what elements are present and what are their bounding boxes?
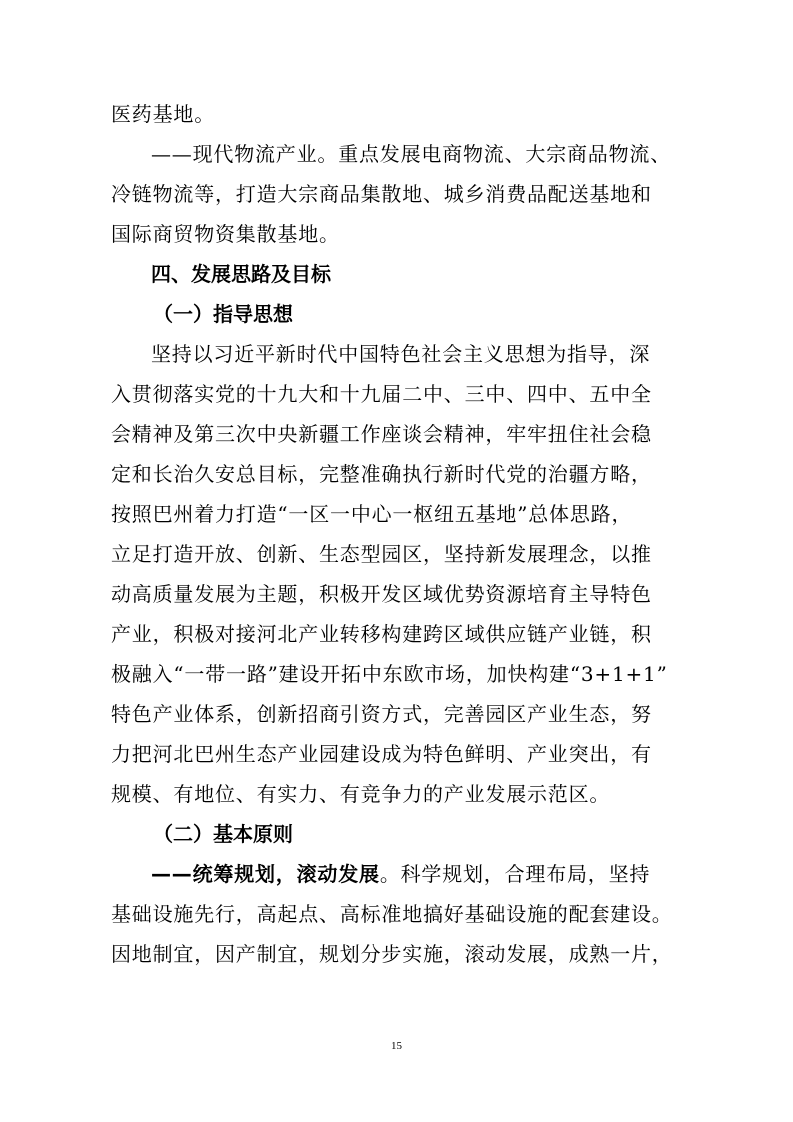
paragraph-line: 坚持以习近平新时代中国特色社会主义思想为指导，深 bbox=[151, 342, 651, 366]
paragraph-line: 规模、有地位、有实力、有竞争力的产业发展示范区。 bbox=[111, 782, 611, 806]
paragraph-line: 会精神及第三次中央新疆工作座谈会精神，牢牢扭住社会稳 bbox=[111, 422, 652, 446]
document-body bbox=[111, 94, 686, 974]
principle-title: ——统筹规划，滚动发展 bbox=[151, 862, 380, 886]
paragraph-line: 产业，积极对接河北产业转移构建跨区域供应链产业链，积 bbox=[111, 622, 652, 646]
paragraph-line: 动高质量发展为主题，积极开发区域优势资源培育主导特色 bbox=[111, 582, 652, 606]
paragraph-line: 冷链物流等，打造大宗商品集散地、城乡消费品配送基地和 bbox=[111, 182, 652, 206]
paragraph-line: 医药基地。 bbox=[111, 102, 215, 126]
principle-text: 。科学规划，合理布局，坚持 bbox=[379, 862, 651, 886]
paragraph-line: 入贯彻落实党的十九大和十九届二中、三中、四中、五中全 bbox=[111, 382, 652, 406]
paragraph-line: 基础设施先行，高起点、高标准地搞好基础设施的配套建设。 bbox=[111, 902, 673, 926]
paragraph-line: 立足打造开放、创新、生态型园区，坚持新发展理念，以推 bbox=[111, 542, 652, 566]
paragraph-line: 特色产业体系，创新招商引资方式，完善园区产业生态，努 bbox=[111, 702, 652, 726]
paragraph-line: 极融入“一带一路”建设开拓中东欧市场，加快构建“3+1+1” bbox=[111, 662, 668, 686]
subsection-heading: （一）指导思想 bbox=[153, 302, 293, 326]
page-number: 15 bbox=[391, 1040, 402, 1052]
section-heading: 四、发展思路及目标 bbox=[151, 262, 331, 286]
paragraph-line: 国际商贸物资集散基地。 bbox=[111, 222, 340, 246]
paragraph-line bbox=[111, 854, 686, 894]
paragraph-line: ——现代物流产业。重点发展电商物流、大宗商品物流、 bbox=[151, 142, 671, 166]
paragraph-line: 力把河北巴州生态产业园建设成为特色鲜明、产业突出，有 bbox=[111, 742, 652, 766]
paragraph-line: 按照巴州着力打造“一区一中心一枢纽五基地”总体思路， bbox=[111, 502, 633, 526]
subsection-heading: （二）基本原则 bbox=[153, 822, 293, 846]
paragraph-line: 因地制宜，因产制宜，规划分步实施，滚动发展，成熟一片， bbox=[111, 942, 673, 966]
paragraph-line: 定和长治久安总目标，完整准确执行新时代党的治疆方略， bbox=[111, 462, 652, 486]
